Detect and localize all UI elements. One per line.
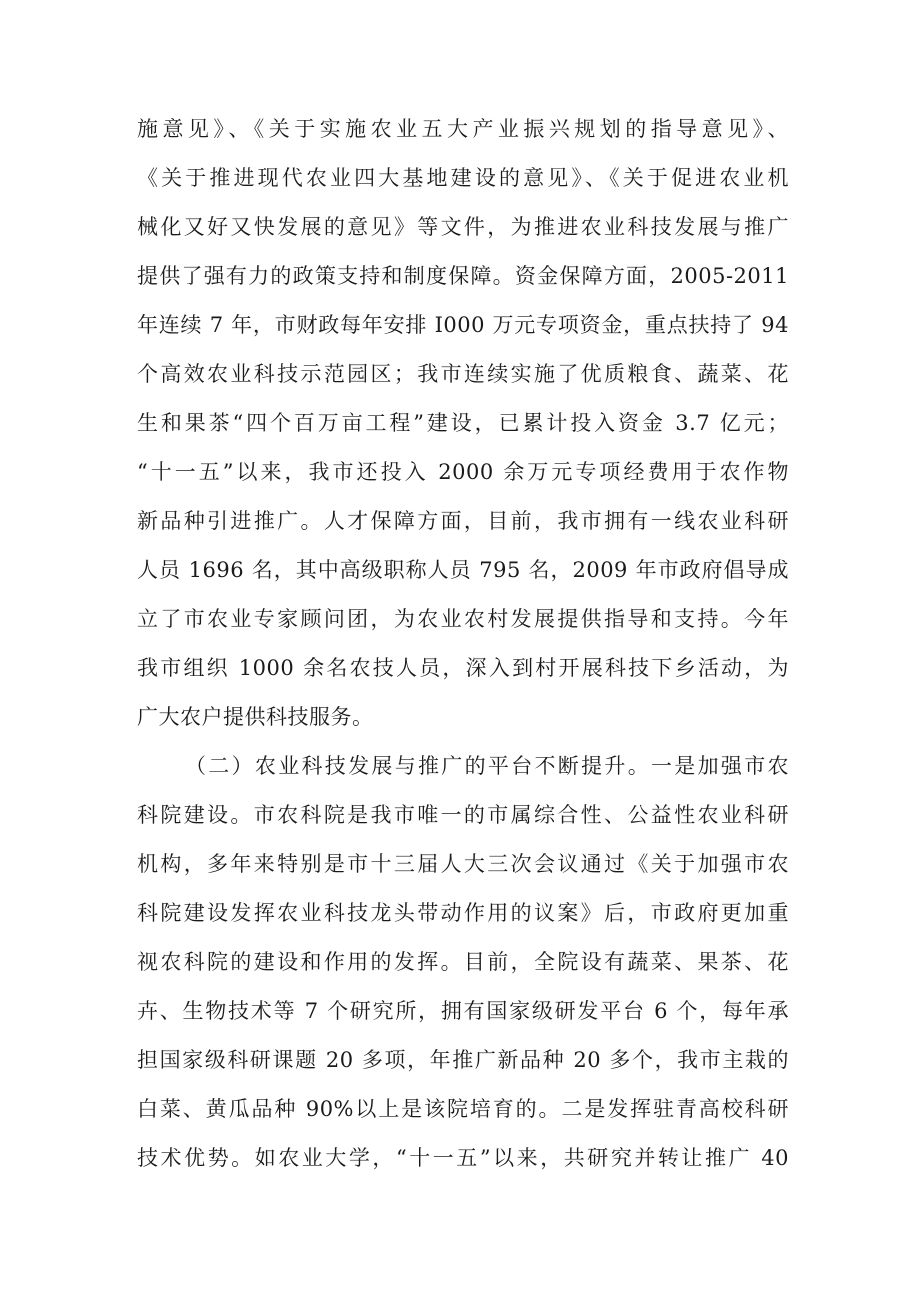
paragraph-1-line: 人员 1696 名，其中高级职称人员 795 名，2009 年市政府倡导成 [137,558,789,582]
paragraph-1-line: 广大农户提供科技服务。 [137,705,374,729]
paragraph-2-line: 视农科院的建设和作用的发挥。目前，全院设有蔬菜、果茶、花 [137,950,789,974]
paragraph-2-line: 科院建设。市农科院是我市唯一的市属综合性、公益性农业科研 [137,803,789,827]
paragraph-1-line: 新品种引进推广。人才保障方面，目前，我市拥有一线农业科研 [137,509,789,533]
paragraph-1-line: 施意见》、《关于实施农业五大产业振兴规划的指导意见》、 [137,117,789,141]
paragraph-1-line: 立了市农业专家顾问团，为农业农村发展提供指导和支持。今年 [137,607,789,631]
paragraph-2-line: 机构，多年来特别是市十三届人大三次会议通过《关于加强市农 [137,852,789,876]
paragraph-2-line: （二）农业科技发展与推广的平台不断提升。一是加强市农 [185,754,789,778]
paragraph-1-line: “十一五”以来，我市还投入 2000 余万元专项经费用于农作物 [137,460,789,484]
paragraph-2-line: 担国家级科研课题 20 多项，年推广新品种 20 多个，我市主栽的 [137,1048,789,1072]
paragraph-2-line: 卉、生物技术等 7 个研究所，拥有国家级研发平台 6 个，每年承 [137,999,789,1023]
paragraph-1-line: 年连续 7 年，市财政每年安排 I000 万元专项资金，重点扶持了 94 [137,313,789,337]
paragraph-1-line: 个高效农业科技示范园区；我市连续实施了优质粮食、蔬菜、花 [137,362,789,386]
paragraph-1-line: 械化又好又快发展的意见》等文件，为推进农业科技发展与推广 [137,215,789,239]
paragraph-1-line: 《关于推进现代农业四大基地建设的意见》、《关于促进农业机 [137,166,789,190]
paragraph-1-line: 生和果茶“四个百万亩工程”建设，已累计投入资金 3.7 亿元； [137,411,789,435]
paragraph-2-line: 技术优势。如农业大学，“十一五”以来，共研究并转让推广 40 [137,1146,789,1170]
paragraph-1-line: 我市组织 1000 余名农技人员，深入到村开展科技下乡活动，为 [137,656,789,680]
paragraph-2-line: 科院建设发挥农业科技龙头带动作用的议案》后，市政府更加重 [137,901,789,925]
paragraph-2-line: 白菜、黄瓜品种 90%以上是该院培育的。二是发挥驻青高校科研 [137,1097,789,1121]
paragraph-1-line: 提供了强有力的政策支持和制度保障。资金保障方面，2005-2011 [137,264,789,288]
